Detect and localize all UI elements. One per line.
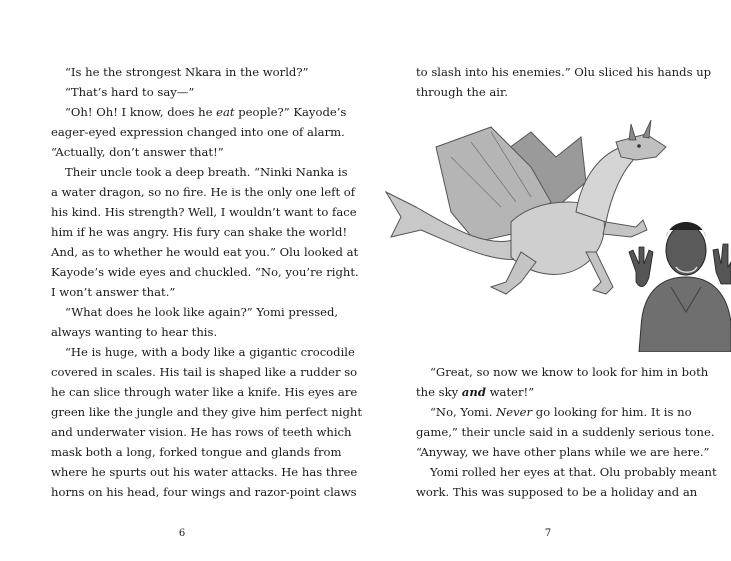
text-line: to slash into his enemies.” Olu sliced his hands up	[416, 65, 712, 79]
text-line: always wanting to hear this.	[51, 325, 218, 339]
text-line: horns on his head, four wings and razor-point claws	[51, 485, 357, 499]
uncle-head	[666, 225, 706, 275]
text-line: “He is huge, with a body like a gigantic crocodile	[65, 345, 355, 359]
dragon-arm	[603, 220, 647, 237]
text-line: him if he was angry. His fury can shake the world!	[51, 225, 348, 239]
emphasis-text: and	[461, 385, 486, 399]
text-line: “Actually, don’t answer that!”	[51, 145, 224, 159]
page-number-right: 7	[544, 528, 552, 539]
text-line	[51, 102, 347, 122]
text-line: Their uncle took a deep breath. “Ninki Nanka is	[65, 165, 348, 179]
text-segment: “Oh! Oh! I know, does he	[65, 105, 217, 119]
text-line: he can slice through water like a knife. His eyes are	[51, 385, 358, 399]
text-line: eager-eyed expression changed into one of alarm.	[51, 125, 345, 139]
dragon-illustration	[381, 112, 731, 352]
emphasis-text: Never	[496, 405, 533, 419]
text-segment: people?” Kayode’s	[234, 105, 347, 119]
text-line: Yomi rolled her eyes at that. Olu probably meant	[430, 465, 717, 479]
text-line: “That’s hard to say—”	[65, 85, 195, 99]
page-number-left: 6	[178, 528, 186, 539]
text-line	[416, 402, 696, 422]
text-line: “Anyway, we have other plans while we are here.”	[416, 445, 710, 459]
left-page-text	[51, 62, 363, 502]
uncle-left-hand	[629, 247, 653, 287]
right-page	[366, 0, 731, 561]
text-line: work. This was supposed to be a holiday and an	[416, 485, 698, 499]
text-line: a water dragon, so no fire. He is the only one left of	[51, 185, 356, 199]
dragon-and-uncle-drawing	[381, 112, 731, 352]
text-line: “What does he look like again?” Yomi pressed,	[65, 305, 339, 319]
text-line: And, as to whether he would eat you.” Olu looked at	[51, 245, 359, 259]
text-line: “Is he the strongest Nkara in the world?”	[65, 65, 309, 79]
dragon-head	[616, 134, 666, 160]
uncle-right-hand	[713, 244, 731, 284]
uncle-shoulders	[639, 277, 731, 352]
text-line: Kayode’s wide eyes and chuckled. “No, you’re right.	[51, 265, 359, 279]
dragon-front-leg	[586, 252, 613, 294]
text-line: his kind. His strength? Well, I wouldn’t want to face	[51, 205, 357, 219]
text-segment: “No, Yomi.	[430, 405, 497, 419]
emphasis-text: eat	[216, 105, 235, 119]
right-page-text-bottom	[416, 362, 717, 502]
text-line: game,” their uncle said in a suddenly serious tone.	[416, 425, 715, 439]
text-line: “Great, so now we know to look for him in both	[430, 365, 709, 379]
text-segment: the sky	[416, 385, 462, 399]
text-line: where he spurts out his water attacks. He has three	[51, 465, 358, 479]
text-line: and underwater vision. He has rows of teeth which	[51, 425, 352, 439]
text-line: mask both a long, forked tongue and glands from	[51, 445, 342, 459]
text-line: I won’t answer that.”	[51, 285, 176, 299]
right-page-text-top	[416, 62, 712, 102]
text-segment: go looking for him. It is no	[532, 405, 692, 419]
text-segment: water!”	[485, 385, 535, 399]
text-line	[416, 382, 696, 402]
text-line: covered in scales. His tail is shaped like a rudder so	[51, 365, 358, 379]
text-line: green like the jungle and they give him perfect night	[51, 405, 363, 419]
text-line: through the air.	[416, 85, 508, 99]
